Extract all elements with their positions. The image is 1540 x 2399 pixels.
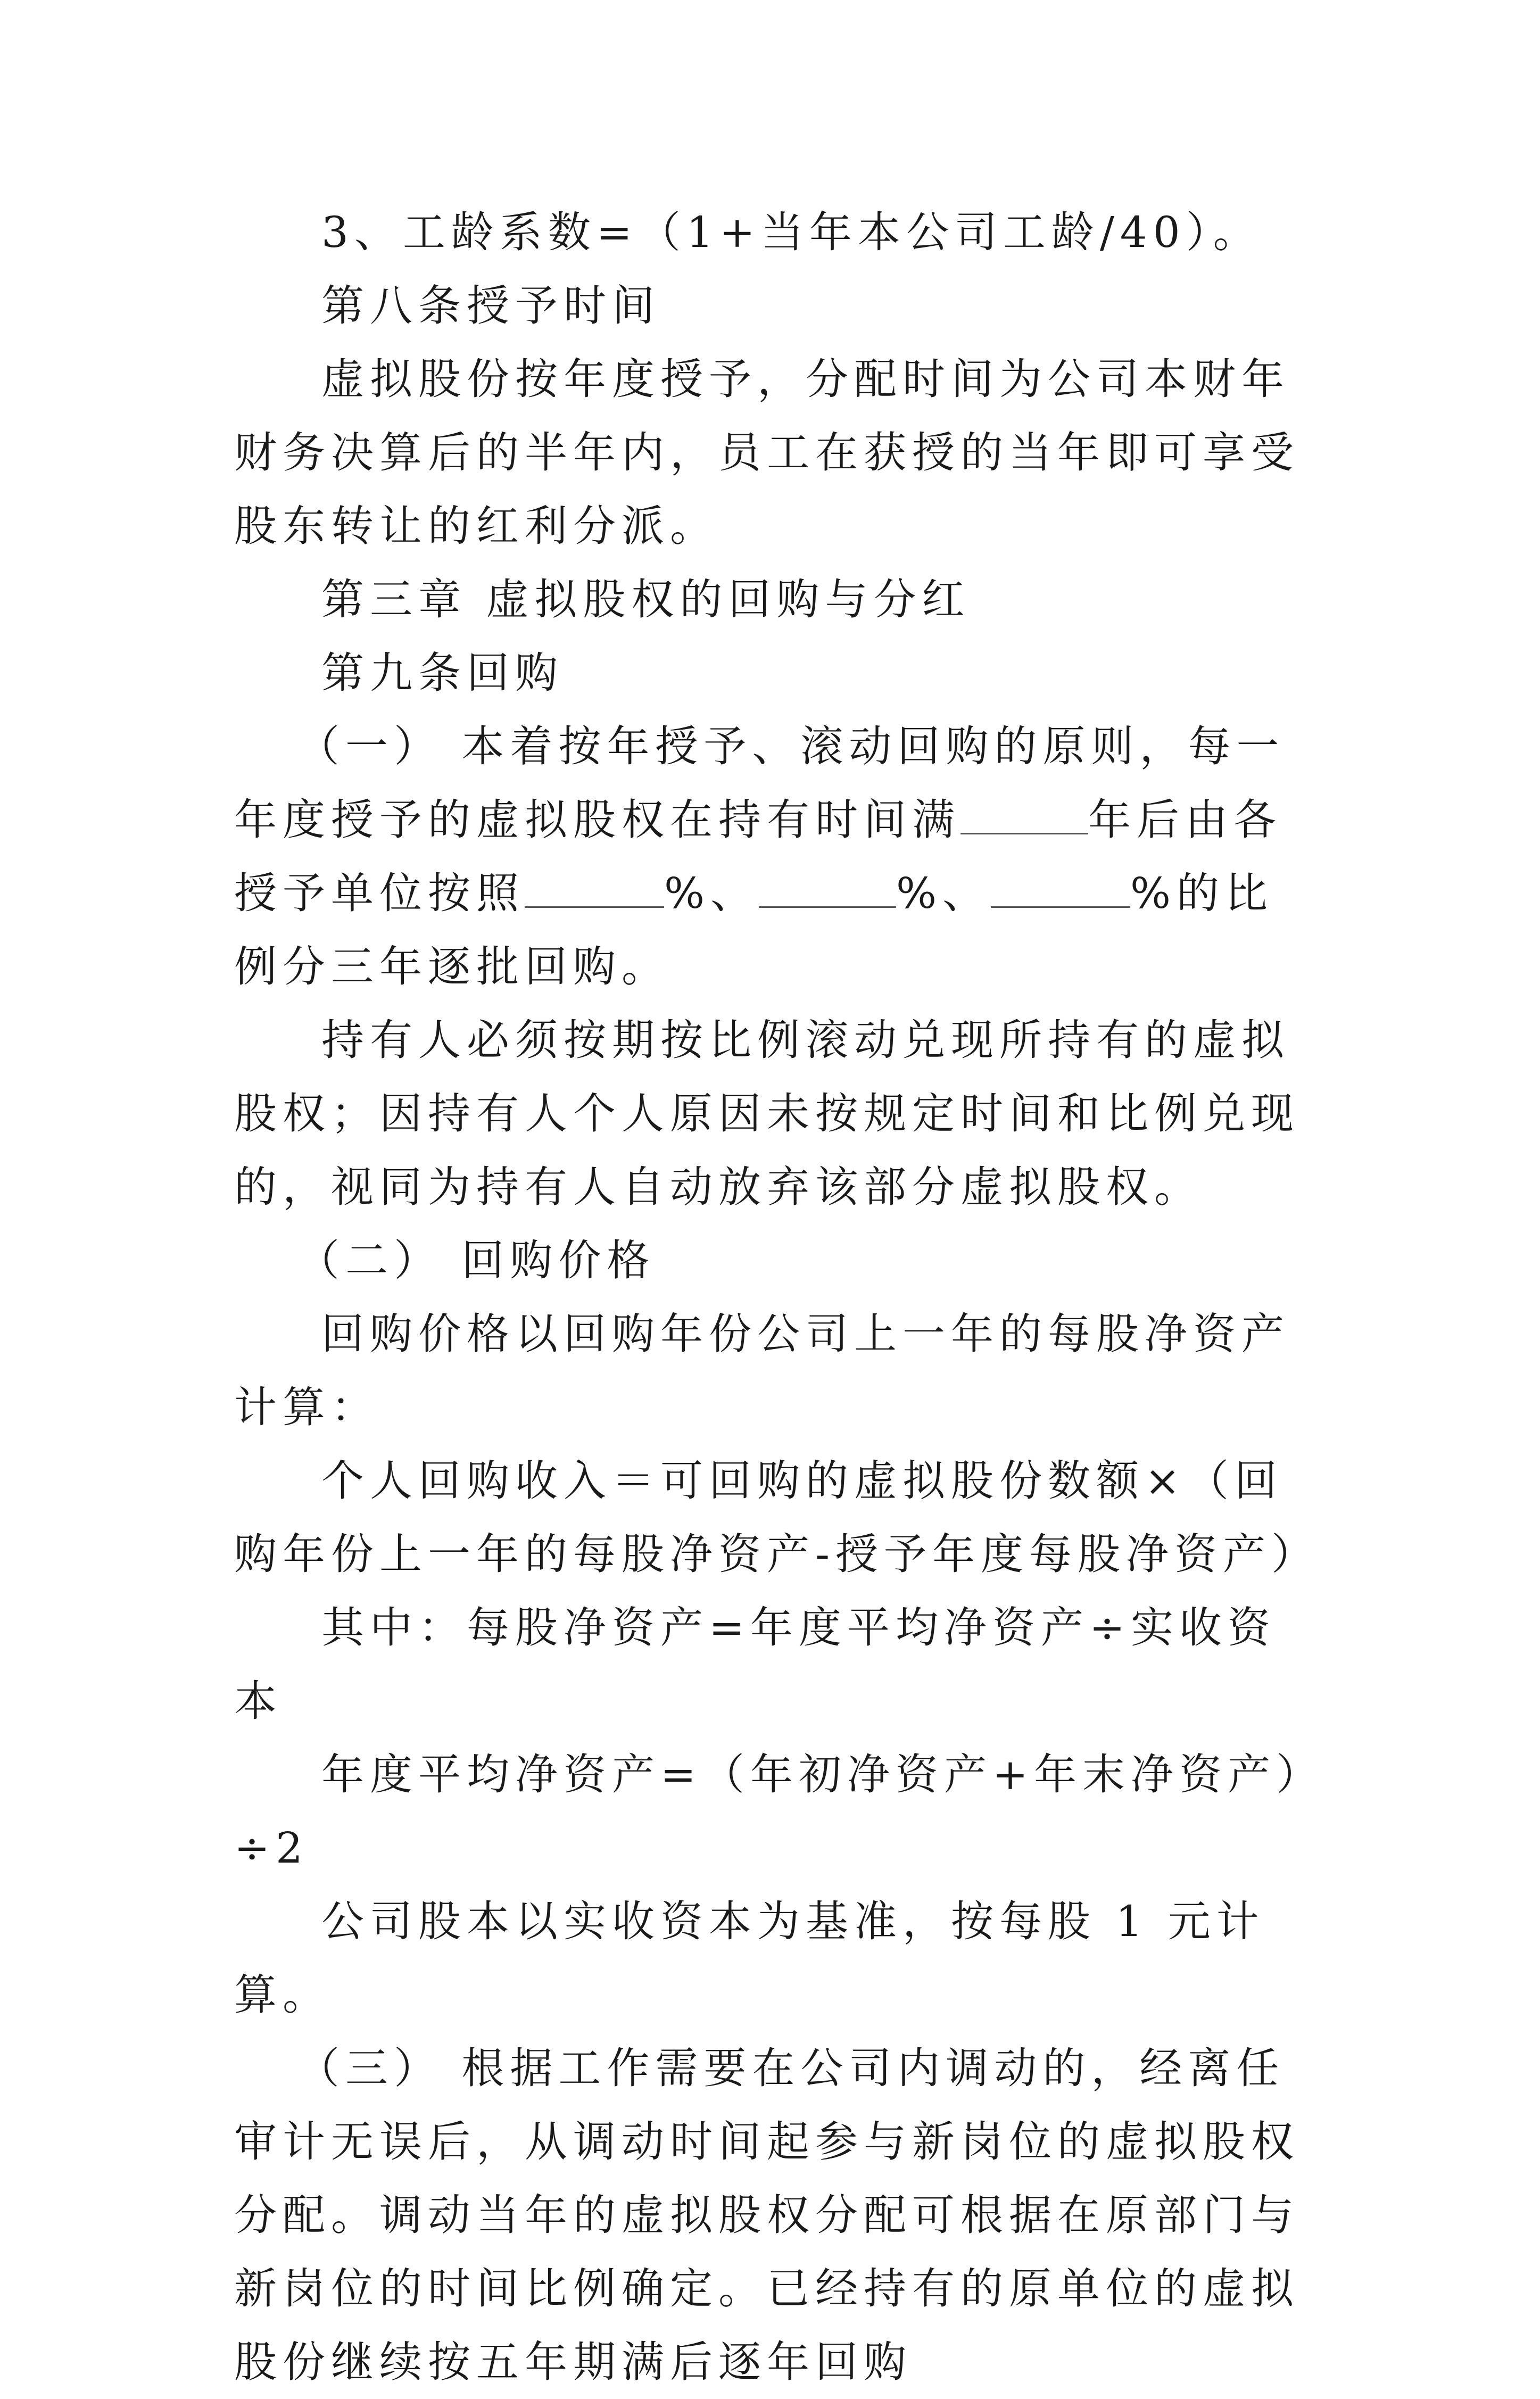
blank-percent-2 [759,870,896,908]
heading-article-8: 第八条授予时间 [321,281,660,330]
buyback-text-part3: %、 [664,868,759,918]
paragraph-buyback-principle [234,710,1309,1004]
heading-chapter-3: 第三章 虚拟股权的回购与分红 [321,575,971,624]
heading-article-9: 第九条回购 [321,648,564,698]
blank-years [961,797,1088,834]
paragraph-grant-time: 虚拟股份按年度授予，分配时间为公司本财年财务决算后的半年内，员工在获授的当年即可享受股东转让的红利分派。 [234,354,1299,551]
buyback-text-part1: （一） 本着按年授予、滚动回购的原则，每一年度授予的虚拟股权在持有时间满 [234,722,1285,845]
paragraph-price-basis: 回购价格以回购年份公司上一年的每股净资产计算： [234,1309,1290,1432]
blank-percent-1 [525,870,664,908]
blank-percent-3 [991,870,1130,908]
paragraph-income-formula: 个人回购收入＝可回购的虚拟股份数额×（回购年份上一年的每股净资产-授予年度每股净资产） [234,1456,1320,1579]
paragraph-transfer-rule: （三） 根据工作需要在公司内调动的，经离任审计无误后，从调动时间起参与新岗位的虚拟股权分配。调动当年的虚拟股权分配可根据在原部门与新岗位的时间比例确定。已经持有的原单位的虚拟股份继续按五年期满后逐年回购 [234,2044,1299,2387]
buyback-text-part4: %、 [896,868,991,918]
buyback-text-part5: %的比例分三年逐批回购。 [234,868,1274,991]
paragraph-average-net-asset-formula: 年度平均净资产=（年初净资产+年末净资产）÷2 [234,1750,1304,1873]
paragraph-share-capital: 公司股本以实收资本为基准，按每股 1 元计算。 [234,1897,1265,2020]
heading-buyback-price: （二） 回购价格 [297,1236,656,1285]
buyback-text-part2: 年后由各授予单位按照 [234,795,1282,918]
paragraph-seniority-coefficient: 3、工龄系数=（1+当年本公司工龄/40）。 [321,208,1262,257]
paragraph-net-asset-formula: 其中：每股净资产=年度平均净资产÷实收资本 [234,1603,1277,1726]
document-body [234,196,1320,2399]
paragraph-holder-obligation: 持有人必须按期按比例滚动兑现所持有的虚拟股权；因持有人个人原因未按规定时间和比例兑现的，视同为持有人自动放弃该部分虚拟股权。 [234,1015,1299,1212]
